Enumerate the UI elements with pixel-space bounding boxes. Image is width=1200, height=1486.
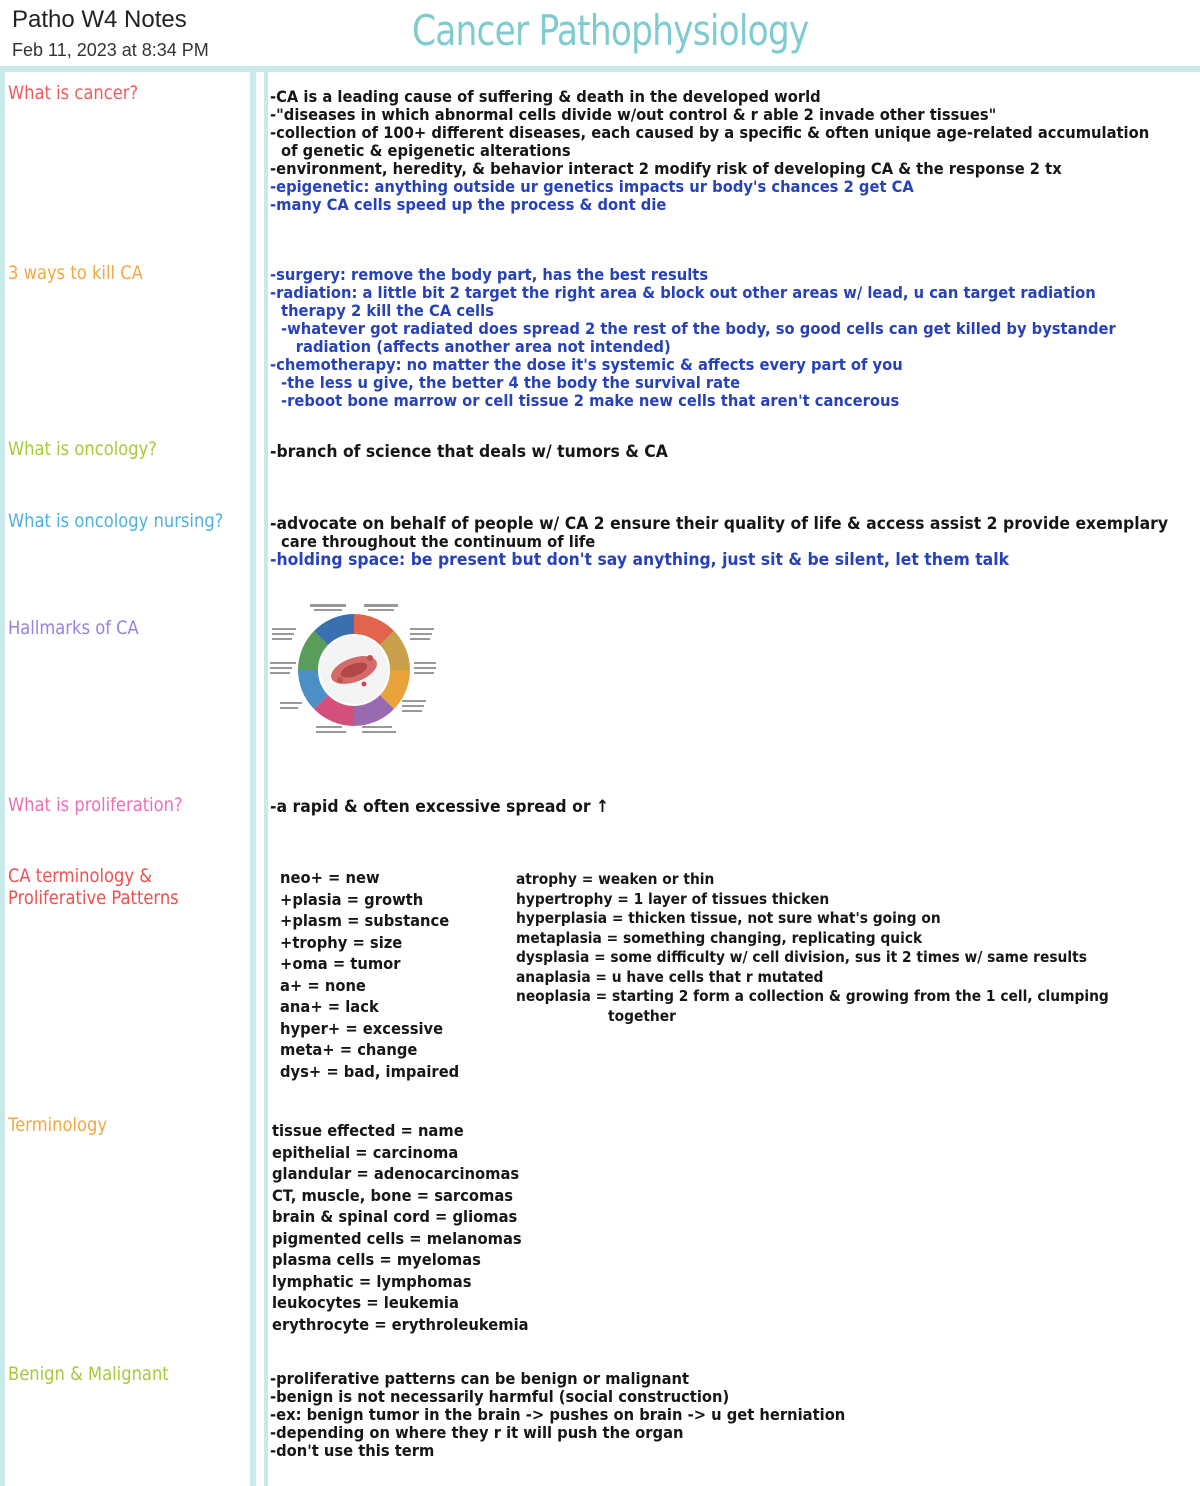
question-oncology-nursing: What is oncology nursing? (8, 510, 224, 532)
pattern-item: anaplasia = u have cells that r mutated (516, 967, 824, 986)
terminology-row: CT, muscle, bone = sarcomas (272, 1185, 514, 1205)
answer-oncology (270, 443, 1200, 461)
patterns-list (516, 870, 1196, 1026)
page-heading: Cancer Pathophysiology (412, 6, 809, 55)
question-terminology-line1: CA terminology & (8, 865, 152, 887)
answer-line-blue: -reboot bone marrow or cell tissue 2 make new cells that aren't cancerous (281, 391, 900, 410)
answer-line: -"diseases in which abnormal cells divide w/out control & r able 2 invade other tissues" (270, 105, 997, 124)
answer-line: -depending on where they r it will push the organ (270, 1423, 684, 1442)
answer-line-blue: -surgery: remove the body part, has the best results (270, 266, 709, 284)
answer-benign-malignant (270, 1370, 1200, 1460)
pattern-item: dysplasia = some difficulty w/ cell division, sus it 2 times w/ same results (516, 948, 1087, 966)
answer-line-blue: -chemotherapy: no matter the dose it's systemic & affects every part of you (270, 355, 903, 374)
answer-line: -proliferative patterns can be benign or malignant (270, 1370, 690, 1388)
pattern-item: together (608, 1006, 676, 1025)
answer-line-blue: -the less u give, the better 4 the body the survival rate (281, 373, 741, 392)
answer-line-blue: -many CA cells speed up the process & dont die (270, 195, 667, 214)
answer-line-blue: -holding space: be present but don't say anything, just sit & be silent, let them talk (270, 550, 1009, 569)
note-title: Patho W4 Notes (12, 6, 187, 33)
root-item: +plasia = growth (280, 889, 424, 909)
root-item: hyper+ = excessive (280, 1018, 444, 1038)
question-ways-to-kill: 3 ways to kill CA (8, 262, 143, 284)
answer-line: -advocate on behalf of people w/ CA 2 ensure their quality of life & access assist 2 provide exemplary (270, 515, 1169, 534)
answer-proliferation (270, 798, 1200, 816)
note-date: Feb 11, 2023 at 8:34 PM (12, 40, 209, 60)
answer-oncology-nursing (270, 515, 1200, 569)
terminology-row: pigmented cells = melanomas (272, 1228, 522, 1248)
question-what-is-cancer: What is cancer? (8, 82, 139, 104)
root-item: ana+ = lack (280, 997, 379, 1016)
root-item: +trophy = size (280, 932, 403, 952)
pattern-item: metaplasia = something changing, replicating quick (516, 928, 923, 947)
pattern-item: atrophy = weaken or thin (516, 870, 715, 888)
question-benign-malignant: Benign & Malignant (8, 1363, 169, 1385)
answer-line: care throughout the continuum of life (281, 532, 596, 551)
answer-line: -benign is not necessarily harmful (social construction) (270, 1387, 730, 1406)
answer-line: -branch of science that deals w/ tumors & CA (270, 443, 668, 461)
pattern-item: neoplasia = starting 2 form a collection & growing from the 1 cell, clumping (516, 987, 1109, 1005)
root-item: +plasm = substance (280, 911, 450, 930)
question-terminology-patterns (8, 865, 179, 909)
answer-line-blue: -whatever got radiated does spread 2 the rest of the body, so good cells can get killed by bystander (281, 319, 1116, 338)
question-terminology-line2: Proliferative Patterns (8, 887, 179, 909)
roots-list (280, 867, 475, 1082)
terminology-row: erythrocyte = erythroleukemia (272, 1314, 529, 1334)
question-hallmarks: Hallmarks of CA (8, 617, 139, 639)
answer-line: -ex: benign tumor in the brain -> pushes on brain -> u get herniation (270, 1405, 846, 1424)
pattern-item: hypertrophy = 1 layer of tissues thicken (516, 889, 830, 908)
answer-ways-to-kill (270, 266, 1200, 410)
answer-line-blue: -radiation: a little bit 2 target the right area & block out other areas w/ lead, u can target radiation (270, 283, 1096, 302)
hallmarks-diagram (270, 598, 438, 742)
answer-line: of genetic & epigenetic alterations (281, 141, 571, 160)
root-item: dys+ = bad, impaired (280, 1061, 460, 1081)
questions-column (0, 72, 256, 1486)
answer-what-is-cancer (270, 88, 1200, 214)
question-proliferation: What is proliferation? (8, 794, 183, 816)
answer-line-blue: -epigenetic: anything outside ur genetics impacts ur body's chances 2 get CA (270, 177, 914, 196)
terminology-row: leukocytes = leukemia (272, 1293, 459, 1312)
question-oncology: What is oncology? (8, 438, 157, 460)
answer-line: -collection of 100+ different diseases, each caused by a specific & often unique age-related accumulation (270, 123, 1150, 142)
question-terminology: Terminology (8, 1114, 108, 1136)
root-item: +oma = tumor (280, 954, 401, 973)
terminology-row: lymphatic = lymphomas (272, 1271, 472, 1291)
root-item: meta+ = change (280, 1040, 418, 1059)
terminology-row: plasma cells = myelomas (272, 1250, 481, 1269)
terminology-list (272, 1120, 551, 1335)
root-item: neo+ = new (280, 868, 380, 887)
note-header (0, 0, 1200, 66)
terminology-row: tissue effected = name (272, 1121, 464, 1140)
answer-line-blue: therapy 2 kill the CA cells (281, 301, 494, 320)
pattern-item: hyperplasia = thicken tissue, not sure what's going on (516, 909, 941, 927)
answer-line: -a rapid & often excessive spread or ↑ (270, 798, 610, 816)
answer-line: -environment, heredity, & behavior interact 2 modify risk of developing CA & the response 2 tx (270, 159, 1062, 178)
answer-line-blue: radiation (affects another area not intended) (295, 337, 671, 356)
terminology-row: brain & spinal cord = gliomas (272, 1207, 518, 1226)
root-item: a+ = none (280, 975, 366, 995)
answer-line: -CA is a leading cause of suffering & death in the developed world (270, 88, 821, 106)
terminology-row: glandular = adenocarcinomas (272, 1164, 520, 1183)
terminology-row: epithelial = carcinoma (272, 1142, 459, 1162)
answer-line: -don't use this term (270, 1441, 435, 1460)
hallmarks-wheel-icon (270, 598, 438, 742)
